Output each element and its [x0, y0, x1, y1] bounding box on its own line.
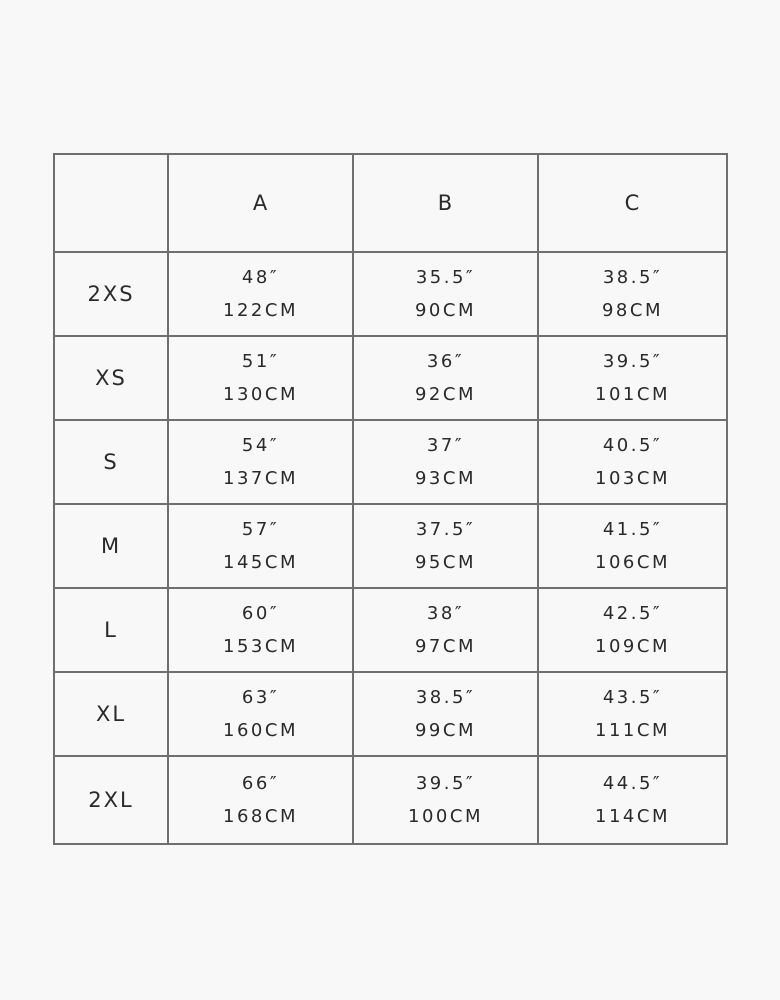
- inch-value: 37.5″: [415, 519, 476, 540]
- inch-value: 43.5″: [602, 687, 663, 708]
- column-header-c: C: [538, 154, 727, 252]
- inch-value: 51″: [241, 351, 280, 372]
- inch-value: 57″: [241, 519, 280, 540]
- inch-value: 60″: [241, 603, 280, 624]
- cm-value: 95CM: [414, 552, 476, 573]
- inch-value: 35.5″: [415, 267, 476, 288]
- cm-value: 122CM: [223, 300, 298, 321]
- column-header-a: A: [168, 154, 353, 252]
- measurement-cell: [538, 756, 727, 844]
- inch-value: 44.5″: [602, 773, 663, 794]
- cm-value: 160CM: [223, 720, 298, 741]
- inch-value: 40.5″: [602, 435, 663, 456]
- cm-value: 99CM: [414, 720, 476, 741]
- measurement-cell: [353, 504, 538, 588]
- measurement-cell: [538, 420, 727, 504]
- table-row: [54, 336, 727, 420]
- column-header-b: B: [353, 154, 538, 252]
- cm-value: 97CM: [414, 636, 476, 657]
- measurement-cell: [168, 252, 353, 336]
- cm-value: 90CM: [414, 300, 476, 321]
- inch-value: 36″: [426, 351, 465, 372]
- measurement-cell: [538, 336, 727, 420]
- header-row: [54, 154, 727, 252]
- inch-value: 37″: [426, 435, 465, 456]
- cm-value: 101CM: [595, 384, 670, 405]
- cm-value: 98CM: [601, 300, 663, 321]
- inch-value: 63″: [241, 687, 280, 708]
- inch-value: 38.5″: [602, 267, 663, 288]
- cm-value: 145CM: [223, 552, 298, 573]
- cm-value: 109CM: [595, 636, 670, 657]
- measurement-cell: [168, 336, 353, 420]
- cm-value: 153CM: [223, 636, 298, 657]
- measurement-cell: [353, 336, 538, 420]
- inch-value: 48″: [241, 267, 280, 288]
- size-label: XS: [54, 336, 168, 420]
- measurement-cell: [353, 588, 538, 672]
- measurement-cell: [538, 252, 727, 336]
- cm-value: 93CM: [414, 468, 476, 489]
- measurement-cell: [353, 756, 538, 844]
- inch-value: 38.5″: [415, 687, 476, 708]
- inch-value: 66″: [241, 773, 280, 794]
- size-label: M: [54, 504, 168, 588]
- measurement-cell: [353, 252, 538, 336]
- cm-value: 114CM: [595, 806, 670, 827]
- measurement-cell: [168, 756, 353, 844]
- cm-value: 168CM: [223, 806, 298, 827]
- corner-cell: [54, 154, 168, 252]
- size-chart-table: [53, 153, 728, 845]
- size-label: L: [54, 588, 168, 672]
- measurement-cell: [538, 672, 727, 756]
- table-row: [54, 420, 727, 504]
- measurement-cell: [168, 672, 353, 756]
- inch-value: 54″: [241, 435, 280, 456]
- measurement-cell: [538, 588, 727, 672]
- measurement-cell: [168, 420, 353, 504]
- inch-value: 38″: [426, 603, 465, 624]
- table-row: [54, 504, 727, 588]
- cm-value: 103CM: [595, 468, 670, 489]
- measurement-cell: [353, 420, 538, 504]
- measurement-cell: [168, 588, 353, 672]
- cm-value: 100CM: [408, 806, 483, 827]
- table-row: [54, 756, 727, 844]
- cm-value: 130CM: [223, 384, 298, 405]
- cm-value: 111CM: [595, 720, 670, 741]
- cm-value: 137CM: [223, 468, 298, 489]
- measurement-cell: [538, 504, 727, 588]
- table-row: [54, 252, 727, 336]
- inch-value: 39.5″: [602, 351, 663, 372]
- measurement-cell: [353, 672, 538, 756]
- measurement-cell: [168, 504, 353, 588]
- cm-value: 92CM: [414, 384, 476, 405]
- table-row: [54, 588, 727, 672]
- size-label: XL: [54, 672, 168, 756]
- size-label: 2XS: [54, 252, 168, 336]
- size-label: 2XL: [54, 756, 168, 844]
- size-label: S: [54, 420, 168, 504]
- table-row: [54, 672, 727, 756]
- inch-value: 42.5″: [602, 603, 663, 624]
- inch-value: 39.5″: [415, 773, 476, 794]
- inch-value: 41.5″: [602, 519, 663, 540]
- cm-value: 106CM: [595, 552, 670, 573]
